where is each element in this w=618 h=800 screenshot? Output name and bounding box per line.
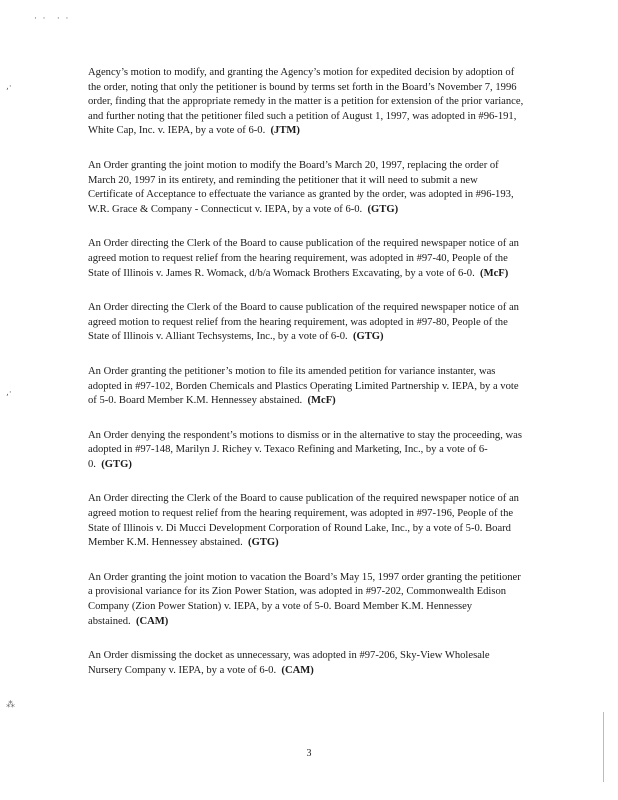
member-initials-2: (GTG)	[367, 203, 399, 215]
order-paragraph-3: An Order directing the Clerk of the Board to cause publication of the required newspaper notice of an agreed motion to request relief from the hearing requirement, was adopted in #97-40, People of the State of Illinois v. James R. Womack, d/b/a Womack Brothers Excavating, by a vote of 6-0. (McF)	[88, 238, 519, 279]
member-initials-5: (McF)	[307, 395, 336, 407]
member-initials-6: (GTG)	[101, 458, 132, 470]
scan-speck-left-1: ,·	[6, 82, 12, 92]
document-body	[88, 66, 524, 698]
scan-speck-top: · · · ·	[34, 14, 69, 24]
order-paragraph-5: An Order granting the petitioner’s motion to file its amended petition for variance instanter, was adopted in #97-102, Borden Chemicals and Plastics Operating Limited Partnership v. IEPA, by a vote of 5-0. Board Member K.M. Hennessey abstained. (McF)	[88, 365, 519, 407]
member-initials-7: (GTG)	[248, 537, 279, 549]
member-initials-3: (McF)	[480, 267, 509, 279]
order-paragraph-6: An Order denying the respondent’s motions to dismiss or in the alternative to stay the proceeding, was adopted in #97-148, Marilyn J. Richey v. Texaco Refining and Marketing, Inc., by a vote of 6-0. (GTG)	[88, 429, 522, 470]
member-initials-1: (JTM)	[270, 125, 300, 137]
hole-punch-mark: ⁂	[6, 700, 15, 710]
order-paragraph-1: Agency’s motion to modify, and granting the Agency’s motion for expedited decision by adoption of the order, noting that only the petitioner is bound by terms set forth in the Board’s November 7, 1996 order, finding that the appropriate remedy in the matter is a petition for extension of the prior variance, and further noting that the petitioner filed such a petition of August 1, 1997, was adopted in #96-191, White Cap, Inc. v. IEPA, by a vote of 6-0. (JTM)	[88, 67, 524, 137]
order-paragraph-2: An Order granting the joint motion to modify the Board’s March 20, 1997, replacing the order of March 20, 1997 in its entirety, and reminding the petitioner that it will need to submit a new Certificate of Acceptance to effectuate the variance as granted by the order, was adopted in #96-193, W.R. Grace & Company - Connecticut v. IEPA, by a vote of 6-0. (GTG)	[88, 159, 514, 215]
order-paragraph-9: An Order dismissing the docket as unnecessary, was adopted in #97-206, Sky-View Wholesale Nursery Company v. IEPA, by a vote of 6-0. (CAM)	[88, 650, 490, 676]
member-initials-9: (CAM)	[281, 664, 314, 676]
member-initials-8: (CAM)	[135, 615, 169, 627]
order-paragraph-8: An Order granting the joint motion to vacation the Board’s May 15, 1997 order granting the petitioner a provisional variance for its Zion Power Station, was adopted in #97-202, Commonwealth Edison Company (Zion Power Station) v. IEPA, by a vote of 5-0. Board Member K.M. Hennessey abstained. (CAM)	[88, 571, 521, 627]
scan-edge-line	[603, 712, 604, 782]
page-number: 3	[306, 748, 312, 759]
scan-speck-left-2: ,·	[6, 388, 12, 398]
order-paragraph-4: An Order directing the Clerk of the Board to cause publication of the required newspaper notice of an agreed motion to request relief from the hearing requirement, was adopted in #97-80, People of the State of Illinois v. Alliant Techsystems, Inc., by a vote of 6-0. (GTG)	[88, 302, 519, 343]
member-initials-4: (GTG)	[352, 331, 384, 343]
order-paragraph-7: An Order directing the Clerk of the Board to cause publication of the required newspaper notice of an agreed motion to request relief from the hearing requirement, was adopted in #97-196, People of the State of Illinois v. Di Mucci Development Corporation of Round Lake, Inc., by a vote of 5-0. Board Member K.M. Hennessey abstained. (GTG)	[88, 493, 519, 549]
